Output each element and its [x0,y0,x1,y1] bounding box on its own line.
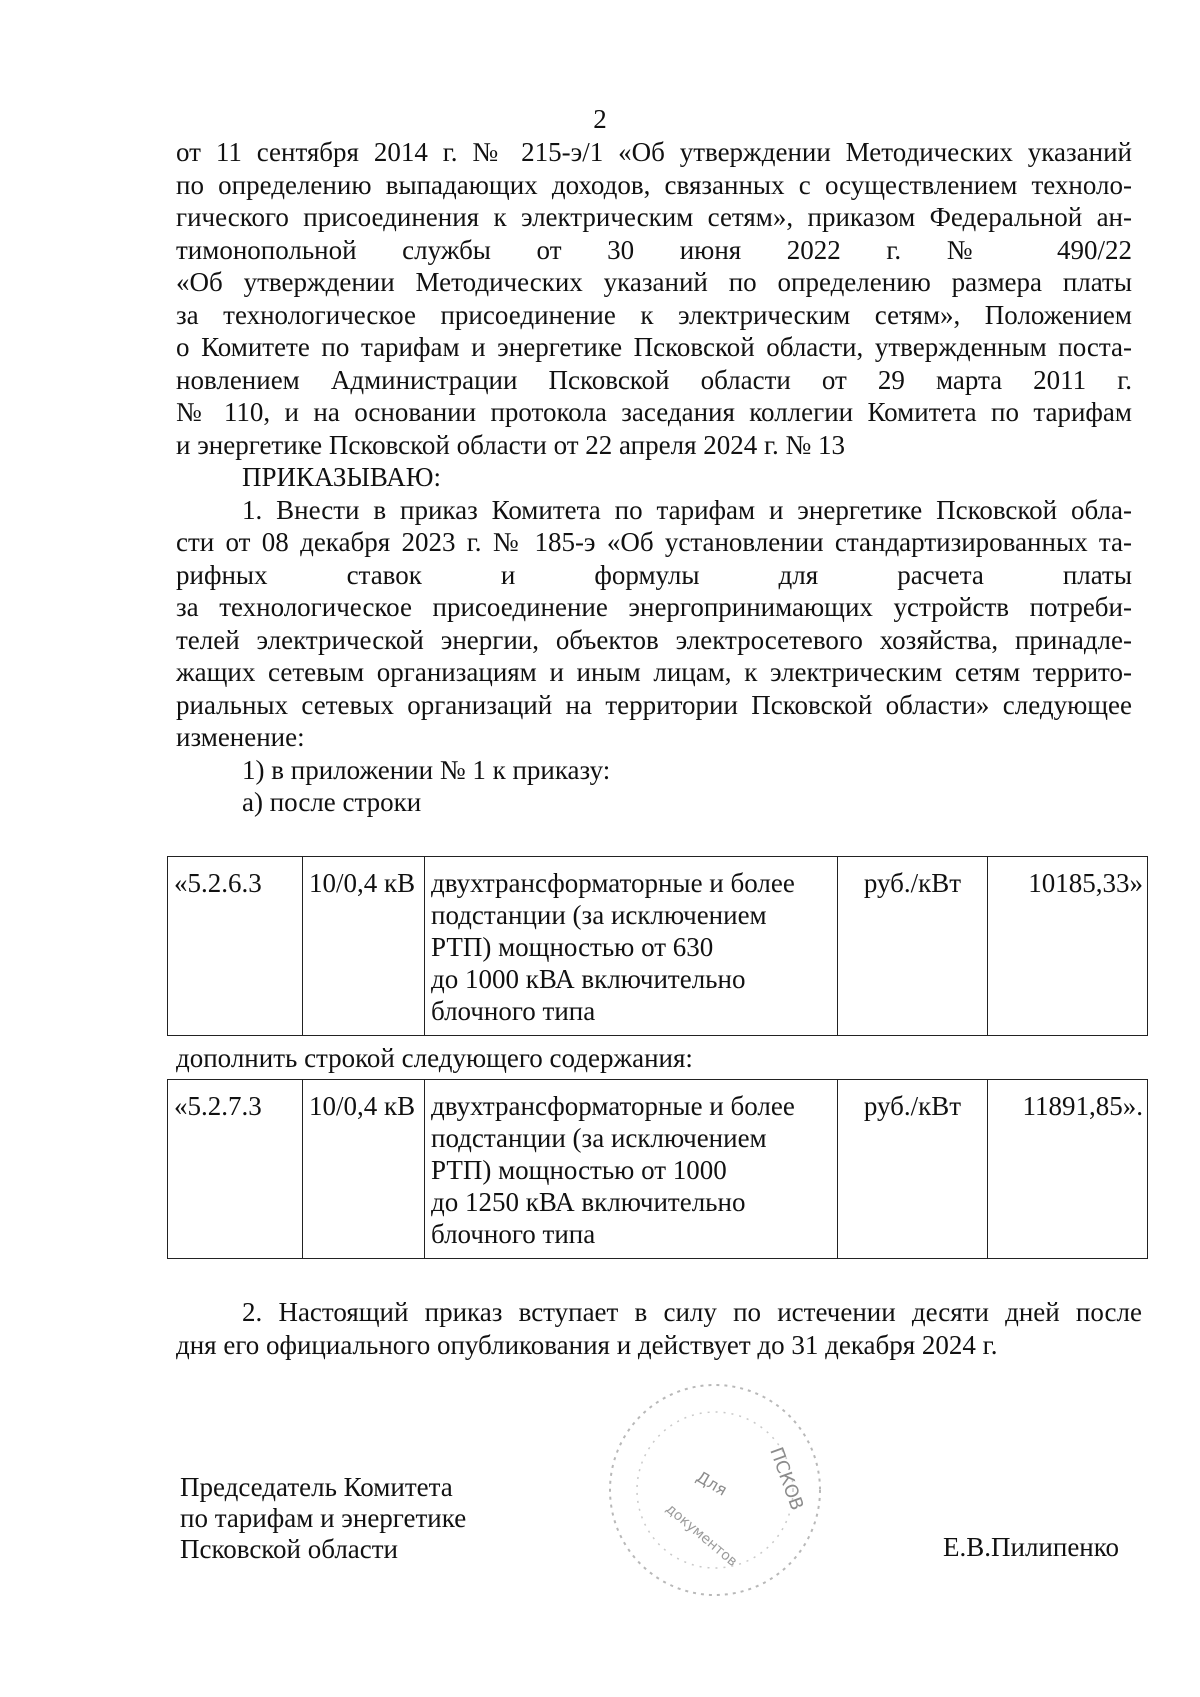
description-line: РТП) мощностью от 630 [431,932,714,962]
item1-line: 1. Внести в приказ Комитета по тарифам и энергетике Псковской обла- [242,494,1132,525]
signer-title-line: по тарифам и энергетике [180,1503,467,1533]
row-code: «5.2.6.3 [168,857,303,1036]
svg-text:документов: документов [662,1500,741,1570]
intro-line: и энергетике Псковской области от 22 апреля 2024 г. № 13 [176,429,846,460]
item1-line: телей электрической энергии, объектов электросетевого хозяйства, принадле- [176,624,1132,655]
item2-line: дня его официального опубликования и действует до 31 декабря 2024 г. [176,1329,998,1360]
row-value: 11891,85». [988,1080,1148,1259]
intro-line: за технологическое присоединение к электрическим сетям», Положением [176,299,1132,330]
description-line: РТП) мощностью от 1000 [431,1155,727,1185]
insert-instruction: дополнить строкой следующего содержания: [176,1043,693,1073]
description-line: двухтрансформаторные и более [431,868,795,898]
order-word: ПРИКАЗЫВАЮ: [242,462,441,492]
row-description [425,1080,838,1259]
signer-name: Е.В.Пилипенко [943,1532,1120,1562]
intro-line: о Комитете по тарифам и энергетике Псковской области, утвержденным поста- [176,332,1132,362]
description-line: блочного типа [431,996,596,1026]
signer-title-line: Председатель Комитета [180,1472,453,1502]
description-line: до 1000 кВА включительно [431,964,746,994]
svg-text:Для: Для [693,1467,731,1500]
table-row [168,857,1148,1036]
item1-line: сти от 08 декабря 2023 г. № 185-э «Об установлении стандартизированных та- [176,527,1132,557]
tariff-table-new [167,1079,1148,1259]
official-stamp [585,1370,845,1610]
item1-line: изменение: [176,722,305,752]
description-line: блочного типа [431,1219,596,1249]
intro-line: № 110, и на основании протокола заседания коллегии Комитета по тарифам [176,397,1132,427]
row-voltage: 10/0,4 кВ [303,1080,425,1259]
description-line: двухтрансформаторные и более [431,1091,795,1121]
tariff-table-existing [167,856,1148,1036]
svg-text:ПСКОВ: ПСКОВ [765,1444,808,1514]
intro-line: гического присоединения к электрическим сетям», приказом Федеральной ан- [176,202,1132,232]
intro-line: тимонопольной службы от 30 июня 2022 г. № 490/22 [176,234,1132,265]
table-row [168,1080,1148,1259]
intro-line: от 11 сентября 2014 г. № 215-э/1 «Об утверждении Методических указаний [176,137,1132,167]
row-code: «5.2.7.3 [168,1080,303,1259]
row-voltage: 10/0,4 кВ [303,857,425,1036]
description-line: подстанции (за исключением [431,1123,767,1153]
item2 [176,1296,1142,1361]
signer-title [180,1472,466,1565]
description-line: до 1250 кВА включительно [431,1187,746,1217]
row-unit: руб./кВт [838,1080,988,1259]
row-unit: руб./кВт [838,857,988,1036]
item2-line: 2. Настоящий приказ вступает в силу по истечении десяти дней после [242,1297,1142,1327]
description-line: подстанции (за исключением [431,900,767,930]
subitem-a: а) после строки [242,787,422,817]
item1-line: риальных сетевых организаций на территории Псковской области» следующее [176,689,1132,720]
intro-line: по определению выпадающих доходов, связанных с осуществлением техноло- [176,169,1132,200]
item1-line: жащих сетевым организациям и иным лицам, к электрическим сетям террито- [176,657,1132,687]
item1-line: рифных ставок и формулы для расчета платы [176,559,1132,590]
row-description [425,857,838,1036]
intro-line: «Об утверждении Методических указаний по определению размера платы [176,267,1132,297]
page-number: 2 [593,104,607,134]
intro-line: новлением Администрации Псковской области от 29 марта 2011 г. [176,364,1132,395]
signer-title-line: Псковской области [180,1534,399,1564]
item1-line: за технологическое присоединение энергопринимающих устройств потреби- [176,592,1132,622]
row-value: 10185,33» [988,857,1148,1036]
subitem-1: 1) в приложении № 1 к приказу: [242,754,611,785]
order-body [176,136,1132,819]
